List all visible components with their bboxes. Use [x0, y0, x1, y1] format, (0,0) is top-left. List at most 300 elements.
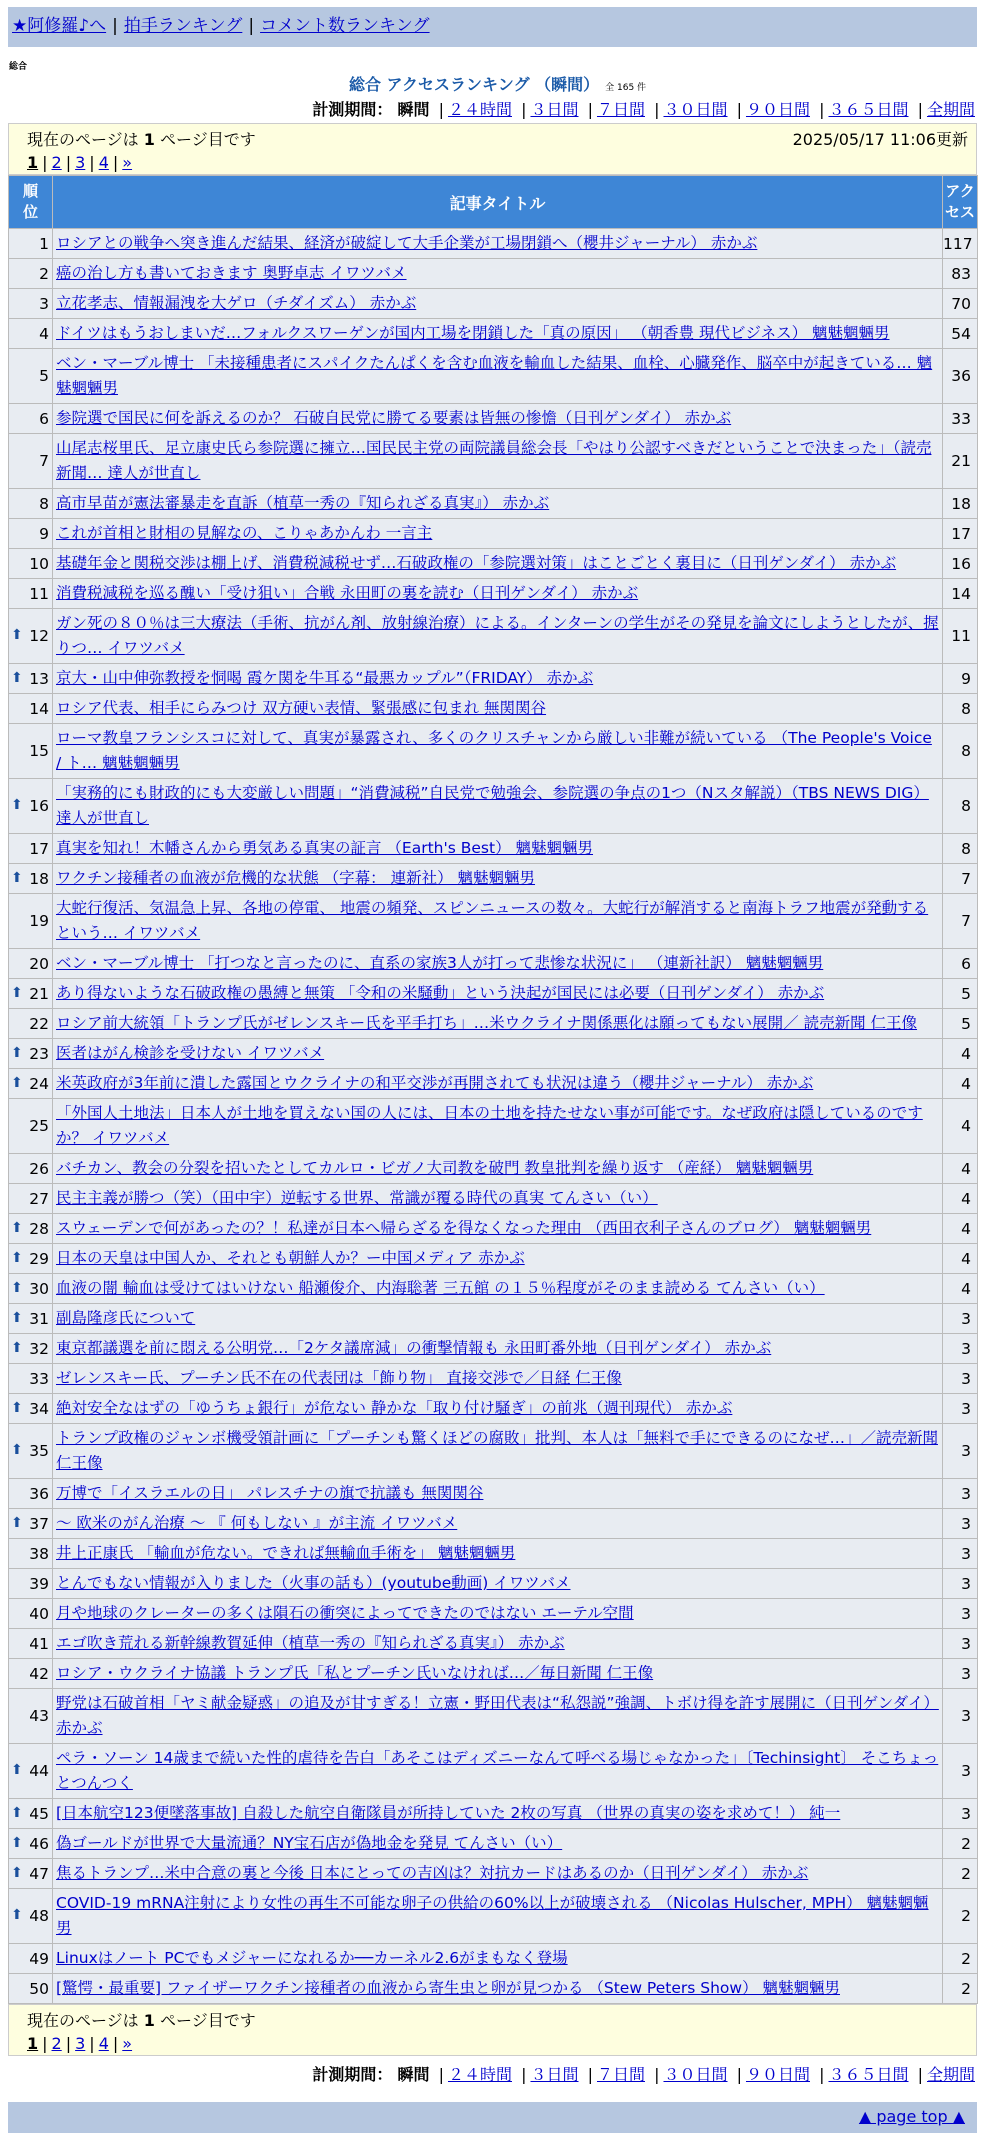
- rank-cell: [9, 349, 53, 404]
- table-row: [9, 1184, 978, 1214]
- article-title-link[interactable]: 血液の闇 輸血は受けてはいけない 船瀬俊介、内海聡著 三五館 の１５％程度がそのまま読める てんさい（い）: [56, 1279, 825, 1297]
- table-row: [9, 979, 978, 1009]
- rank-cell: [9, 1944, 53, 1974]
- article-title-link[interactable]: 京大・山中伸弥教授を恫喝 霞ケ関を牛耳る“最悪カップル”（FRIDAY） 赤かぶ: [56, 669, 594, 687]
- period-link[interactable]: ３０日間: [663, 100, 728, 119]
- article-title-link[interactable]: ロシア・ウクライナ協議 トランプ氏「私とプーチン氏いなければ…／毎日新聞 仁王像: [56, 1664, 654, 1682]
- article-title-link[interactable]: ワクチン接種者の血液が危機的な状態 （字幕： 連新社） 魑魅魍魎男: [56, 869, 536, 887]
- period-link[interactable]: 全期間: [926, 2065, 975, 2084]
- rank-number: 5: [39, 367, 49, 385]
- article-title-link[interactable]: 焦るトランプ…米中合意の裏と今後 日本にとっての吉凶は？対抗カードはあるのか（日刊ゲンダイ） 赤かぶ: [56, 1864, 809, 1882]
- article-title-link[interactable]: 万博で「イスラエルの日」 パレスチナの旗で抗議も 無関関谷: [56, 1484, 484, 1502]
- article-title-link[interactable]: 山尾志桜里氏、足立康史氏ら参院選に擁立…国民民主党の両院議員総会長「やはり公認すべきだということで決まった」（読売新聞… 達人が世直し: [56, 439, 932, 482]
- article-title-link[interactable]: ロシアとの戦争へ突き進んだ結果、経済が破綻して大手企業が工場閉鎖へ（櫻井ジャーナル） 赤かぶ: [56, 234, 758, 252]
- access-count: 3: [943, 1424, 978, 1479]
- table-row: [9, 1154, 978, 1184]
- rank-cell: [9, 489, 53, 519]
- article-title-link[interactable]: Linuxはノート PCでもメジャーになれるか──カーネル2.6がまもなく登場: [56, 1949, 568, 1967]
- rank-cell: [9, 864, 53, 894]
- article-title-link[interactable]: 副島隆彦氏について: [56, 1309, 196, 1327]
- article-title-link[interactable]: あり得ないような石破政権の愚縛と無策 「令和の米騒動」という決起が国民には必要（日刊ゲンダイ） 赤かぶ: [56, 984, 825, 1002]
- table-row: [9, 1944, 978, 1974]
- rank-number: 39: [29, 1574, 49, 1593]
- access-count: 7: [943, 864, 978, 894]
- rank-cell: [9, 1659, 53, 1689]
- table-row: [9, 694, 978, 724]
- title-cell: [53, 1689, 943, 1744]
- article-title-link[interactable]: これが首相と財相の見解なの、こりゃあかんわ 一言主: [56, 524, 433, 542]
- rank-number: 19: [29, 912, 49, 930]
- access-count: 3: [943, 1394, 978, 1424]
- rank-cell: [9, 1859, 53, 1889]
- category-label: 総合: [9, 62, 28, 72]
- title-cell: [53, 834, 943, 864]
- article-title-link[interactable]: 基礎年金と関税交渉は棚上げ、消費税減税せず…石破政権の「参院選対策」はことごとく裏目に（日刊ゲンダイ） 赤かぶ: [56, 554, 897, 572]
- total-count: 全 165 件: [605, 83, 647, 93]
- rank-cell: [9, 949, 53, 979]
- table-row: [9, 1099, 978, 1154]
- title-cell: [53, 549, 943, 579]
- access-count: 3: [943, 1569, 978, 1599]
- title-cell: [53, 1214, 943, 1244]
- table-row: [9, 1069, 978, 1099]
- rank-number: 22: [29, 1014, 49, 1033]
- title-cell: [53, 949, 943, 979]
- nav-separator: |: [248, 16, 255, 36]
- table-row: [9, 864, 978, 894]
- rank-number: 13: [29, 669, 49, 688]
- table-row: [9, 319, 978, 349]
- period-link[interactable]: ９０日間: [745, 100, 810, 119]
- article-title-link[interactable]: 真実を知れ！木幡さんから勇気ある真実の証言 （Earth's Best） 魑魅魍魎男: [56, 839, 594, 857]
- rank-number: 27: [29, 1189, 49, 1208]
- title-cell: [53, 979, 943, 1009]
- pagination: 1 | 2 | 3 | 4 | »: [27, 2034, 133, 2053]
- title-cell: [53, 229, 943, 259]
- pager-link[interactable]: 3: [75, 153, 86, 172]
- article-title-link[interactable]: トランプ政権のジャンボ機受領計画に「プーチンも驚くほどの腐敗」批判、本人は「無料で手にできるのになぜ…」／読売新聞 仁王像: [56, 1429, 938, 1472]
- article-title-link[interactable]: 大蛇行復活、気温急上昇、各地の停電、 地震の頻発、スピンニュースの数々。大蛇行が解消すると南海トラフ地震が発動するという… イワツバメ: [56, 899, 929, 942]
- article-title-link[interactable]: ペラ・ソーン 14歳まで続いた性的虐待を告白「あそこはディズニーなんて呼べる場じゃなかった」〔Techinsight〕 そこちょっとつんつく: [56, 1749, 939, 1792]
- table-header-row: [9, 176, 978, 229]
- access-count: 36: [943, 349, 978, 404]
- title-cell: [53, 1334, 943, 1364]
- rank-up-arrow-icon: ⬆: [11, 1514, 23, 1531]
- rank-up-arrow-icon: ⬆: [11, 627, 23, 643]
- title-cell: [53, 1539, 943, 1569]
- title-cell: [53, 1154, 943, 1184]
- title-cell: [53, 1479, 943, 1509]
- table-row: [9, 349, 978, 404]
- article-title-link[interactable]: 絶対安全なはずの「ゆうちょ銀行」が危ない 静かな「取り付け騒ぎ」の前兆（週刊現代） 赤かぶ: [56, 1399, 733, 1417]
- title-cell: [53, 1509, 943, 1539]
- rank-number: 11: [29, 584, 49, 603]
- title-cell: [53, 664, 943, 694]
- access-count: 5: [943, 979, 978, 1009]
- access-count: 2: [943, 1974, 978, 2004]
- rank-cell: [9, 549, 53, 579]
- access-count: 54: [943, 319, 978, 349]
- rank-number: 24: [29, 1074, 49, 1093]
- period-selector: 計測期間： 瞬間 | ２４時間 | ３日間 | ７日間 | ３０日間 | ９０日間 | ３６５日間 | 全期間: [312, 100, 975, 119]
- table-row: [9, 1479, 978, 1509]
- rank-number: 8: [39, 494, 49, 513]
- rank-number: 26: [29, 1159, 49, 1178]
- table-row: [9, 1394, 978, 1424]
- table-row: [9, 519, 978, 549]
- title-cell: [53, 864, 943, 894]
- table-row: [9, 609, 978, 664]
- period-label: 計測期間：: [312, 2065, 393, 2084]
- article-title-link[interactable]: 民主主義が勝つ（笑）（田中宇）逆転する世界、常識が覆る時代の真実 てんさい（い）: [56, 1189, 658, 1207]
- access-count: 3: [943, 1539, 978, 1569]
- title-cell: [53, 349, 943, 404]
- access-count: 16: [943, 549, 978, 579]
- article-title-link[interactable]: 偽ゴールドが世界で大量流通？NY宝石店が偽地金を発見 てんさい（い）: [56, 1834, 563, 1852]
- access-count: 4: [943, 1154, 978, 1184]
- rank-number: 1: [39, 234, 49, 253]
- rank-number: 14: [29, 699, 49, 718]
- rank-number: 9: [39, 524, 49, 543]
- article-title-link[interactable]: 日本の天皇は中国人か、それとも朝鮮人か？ー中国メディア 赤かぶ: [56, 1249, 525, 1267]
- title-cell: [53, 1799, 943, 1829]
- access-count: 7: [943, 894, 978, 949]
- article-title-link[interactable]: とんでもない情報が入りました（火事の話も）(youtube動画) イワツバメ: [56, 1574, 571, 1592]
- rank-cell: [9, 1889, 53, 1944]
- period-selector-bottom: 計測期間： 瞬間 | ２４時間 | ３日間 | ７日間 | ３０日間 | ９０日間 | ３６５日間 | 全期間: [312, 2065, 975, 2084]
- access-count: 8: [943, 694, 978, 724]
- rank-number: 43: [29, 1707, 49, 1725]
- access-count: 4: [943, 1214, 978, 1244]
- article-title-link[interactable]: ガン死の８０％は三大療法（手術、抗がん剤、放射線治療）による。インターンの学生がその発見を論文にしようとしたが、握りつ… イワツバメ: [56, 614, 939, 657]
- title-cell: [53, 724, 943, 779]
- home-link[interactable]: ★阿修羅♪へ: [12, 16, 107, 36]
- table-row: [9, 1689, 978, 1744]
- title-cell: [53, 1274, 943, 1304]
- rank-number: 50: [29, 1979, 49, 1998]
- title-cell: [53, 1629, 943, 1659]
- access-count: 3: [943, 1479, 978, 1509]
- rank-cell: [9, 1184, 53, 1214]
- pager-current: 1: [27, 2034, 39, 2053]
- access-count: 4: [943, 1184, 978, 1214]
- table-row: [9, 289, 978, 319]
- access-count: 3: [943, 1659, 978, 1689]
- table-row: [9, 579, 978, 609]
- access-count: 5: [943, 1009, 978, 1039]
- article-title-link[interactable]: 立花孝志、情報漏洩を大ゲロ（チダイズム） 赤かぶ: [56, 294, 417, 312]
- title-cell: [53, 259, 943, 289]
- ranking-title: 総合 アクセスランキング （瞬間）: [348, 75, 600, 94]
- rank-up-arrow-icon: ⬆: [11, 1834, 23, 1851]
- table-row: [9, 434, 978, 489]
- title-cell: [53, 319, 943, 349]
- table-row: [9, 1214, 978, 1244]
- rank-up-arrow-icon: ⬆: [11, 669, 23, 686]
- table-row: [9, 894, 978, 949]
- access-count: 17: [943, 519, 978, 549]
- rank-cell: [9, 1154, 53, 1184]
- rank-cell: [9, 1744, 53, 1799]
- title-cell: [53, 1859, 943, 1889]
- article-title-link[interactable]: 米英政府が3年前に潰した露国とウクライナの和平交渉が再開されても状況は違う（櫻井ジャーナル） 赤かぶ: [56, 1074, 814, 1092]
- page-top-link[interactable]: ▲ page top ▲: [858, 2107, 965, 2126]
- rank-cell: [9, 1394, 53, 1424]
- rank-up-arrow-icon: ⬆: [11, 1864, 23, 1881]
- rank-number: 31: [29, 1309, 49, 1328]
- article-title-link[interactable]: 〜 欧米のがん治療 〜 『 何もしない 』が主流 イワツバメ: [56, 1514, 458, 1532]
- article-title-link[interactable]: [日本航空123便墜落事故] 自殺した航空自衛隊員が所持していた 2枚の写真 （世界の真実の姿を求めて！） 純一: [56, 1804, 841, 1822]
- rank-number: 40: [29, 1604, 49, 1623]
- period-label: 計測期間：: [312, 100, 393, 119]
- period-link[interactable]: ２４時間: [447, 100, 512, 119]
- title-cell: [53, 1829, 943, 1859]
- rank-number: 45: [29, 1804, 49, 1823]
- pager-next[interactable]: »: [122, 2034, 133, 2053]
- period-link[interactable]: ３日間: [530, 100, 579, 119]
- rank-number: 49: [29, 1949, 49, 1968]
- access-count: 8: [943, 779, 978, 834]
- comment-ranking-link[interactable]: コメント数ランキング: [260, 16, 430, 36]
- rank-cell: [9, 1974, 53, 2004]
- article-title-link[interactable]: 月や地球のクレーターの多くは隕石の衝突によってできたのではない エーテル空間: [56, 1604, 634, 1622]
- rank-up-arrow-icon: ⬆: [11, 1044, 23, 1061]
- rank-up-arrow-icon: ⬆: [11, 1279, 23, 1296]
- rank-cell: [9, 609, 53, 664]
- rank-cell: [9, 664, 53, 694]
- updated-timestamp: 2025/05/17 11:06更新: [792, 130, 968, 149]
- access-count: 3: [943, 1304, 978, 1334]
- article-title-link[interactable]: ロシア前大統領「トランプ氏がゼレンスキー氏を平手打ち」…米ウクライナ関係悪化は願ってもない展開／ 読売新聞 仁王像: [56, 1014, 918, 1032]
- article-title-link[interactable]: 「実務的にも財政的にも大変厳しい問題」“消費減税”自民党で勉強会、参院選の争点の1つ（Nスタ解説）（TBS NEWS DIG） 達人が世直し: [56, 784, 929, 827]
- access-header: アクセス: [943, 176, 978, 229]
- rank-cell: [9, 1364, 53, 1394]
- access-count: 4: [943, 1274, 978, 1304]
- rank-cell: [9, 579, 53, 609]
- pager-link[interactable]: 3: [75, 2034, 86, 2053]
- period-link[interactable]: ９０日間: [745, 2065, 810, 2084]
- rank-number: 38: [29, 1544, 49, 1563]
- rank-cell: [9, 724, 53, 779]
- title-header: 記事タイトル: [53, 176, 943, 229]
- article-title-link[interactable]: 野党は石破首相「ヤミ献金疑惑」の追及が甘すぎる！立憲・野田代表は“私怨説”強調、トボけ得を許す展開に（日刊ゲンダイ） 赤かぶ: [56, 1694, 939, 1737]
- article-title-link[interactable]: 消費税減税を巡る醜い「受け狙い」合戦 永田町の裏を読む（日刊ゲンダイ） 赤かぶ: [56, 584, 639, 602]
- table-row: [9, 1009, 978, 1039]
- rank-number: 10: [29, 554, 49, 573]
- access-count: 11: [943, 609, 978, 664]
- rank-number: 7: [39, 452, 49, 470]
- rank-up-arrow-icon: ⬆: [11, 1762, 23, 1778]
- article-title-link[interactable]: 医者はがん検診を受けない イワツバメ: [56, 1044, 325, 1062]
- current-page-text: 現在のページは 1 ページ目です: [27, 130, 256, 149]
- access-count: 14: [943, 579, 978, 609]
- ranking-table: [8, 175, 978, 2004]
- article-title-link[interactable]: 癌の治し方も書いておきます 奥野卓志 イワツバメ: [56, 264, 407, 282]
- access-count: 3: [943, 1599, 978, 1629]
- rank-number: 20: [29, 954, 49, 973]
- access-count: 3: [943, 1334, 978, 1364]
- title-cell: [53, 289, 943, 319]
- period-link[interactable]: ３日間: [530, 2065, 579, 2084]
- access-count: 4: [943, 1099, 978, 1154]
- title-cell: [53, 609, 943, 664]
- table-row: [9, 1569, 978, 1599]
- rank-cell: [9, 259, 53, 289]
- rank-cell: [9, 1799, 53, 1829]
- period-link[interactable]: 全期間: [926, 100, 975, 119]
- applause-ranking-link[interactable]: 拍手ランキング: [123, 16, 243, 36]
- title-cell: [53, 1244, 943, 1274]
- title-cell: [53, 1659, 943, 1689]
- page-info-top: [8, 123, 977, 175]
- title-cell: [53, 1009, 943, 1039]
- access-count: 3: [943, 1744, 978, 1799]
- table-row: [9, 1244, 978, 1274]
- rank-number: 6: [39, 409, 49, 428]
- period-link[interactable]: ２４時間: [447, 2065, 512, 2084]
- article-title-link[interactable]: ローマ教皇フランシスコに対して、真実が暴露され、多くのクリスチャンから厳しい非難が続いている （The People's Voice / ト… 魑魅魍魎男: [56, 729, 932, 772]
- access-count: 18: [943, 489, 978, 519]
- period-link[interactable]: ７日間: [596, 100, 645, 119]
- article-title-link[interactable]: ベン・マーブル博士 「打つなと言ったのに、直系の家族3人が打って悲惨な状況に」 （連新社訳） 魑魅魍魎男: [56, 954, 824, 972]
- rank-number: 48: [29, 1907, 49, 1925]
- rank-number: 36: [29, 1484, 49, 1503]
- rank-number: 47: [29, 1864, 49, 1883]
- table-row: [9, 229, 978, 259]
- rank-cell: [9, 319, 53, 349]
- access-count: 9: [943, 664, 978, 694]
- rank-number: 30: [29, 1279, 49, 1298]
- rank-number: 34: [29, 1399, 49, 1418]
- access-count: 70: [943, 289, 978, 319]
- rank-number: 46: [29, 1834, 49, 1853]
- rank-cell: [9, 1569, 53, 1599]
- pager-link[interactable]: 2: [51, 2034, 62, 2053]
- article-title-link[interactable]: [驚愕・最重要] ファイザーワクチン接種者の血液から寄生虫と卵が見つかる （Stew Peters Show） 魑魅魍魎男: [56, 1979, 840, 1997]
- article-title-link[interactable]: ベン・マーブル博士 「未接種患者にスパイクたんぱくを含む血液を輸血した結果、血栓、心臓発作、脳卒中が起きている… 魑魅魍魎男: [56, 354, 933, 397]
- rank-cell: [9, 229, 53, 259]
- access-count: 2: [943, 1889, 978, 1944]
- table-row: [9, 1304, 978, 1334]
- rank-cell: [9, 1069, 53, 1099]
- table-row: [9, 779, 978, 834]
- article-title-link[interactable]: バチカン、教会の分裂を招いたとしてカルロ・ビガノ大司教を破門 教皇批判を繰り返す （産経） 魑魅魍魎男: [56, 1159, 814, 1177]
- article-title-link[interactable]: スウェーデンで何があったの？！私達が日本へ帰らざるを得なくなった理由 （西田衣利子さんのブログ） 魑魅魍魎男: [56, 1219, 872, 1237]
- article-title-link[interactable]: 高市早苗が憲法審暴走を直訴（植草一秀の『知られざる真実』） 赤かぶ: [56, 494, 550, 512]
- rank-number: 21: [29, 984, 49, 1003]
- period-link[interactable]: ３０日間: [663, 2065, 728, 2084]
- pager-current: 1: [27, 153, 39, 172]
- rank-number: 28: [29, 1219, 49, 1238]
- pagination: 1 | 2 | 3 | 4 | »: [27, 153, 133, 172]
- access-count: 4: [943, 1069, 978, 1099]
- article-title-link[interactable]: 井上正康氏 「輸血が危ない。できれば無輸血手術を」 魑魅魍魎男: [56, 1544, 516, 1562]
- title-cell: [53, 1039, 943, 1069]
- article-title-link[interactable]: ゼレンスキー氏、プーチン氏不在の代表団は「飾り物」 直接交渉で／日経 仁王像: [56, 1369, 622, 1387]
- table-row: [9, 1744, 978, 1799]
- table-row: [9, 1509, 978, 1539]
- rank-number: 35: [29, 1442, 49, 1460]
- table-row: [9, 489, 978, 519]
- access-count: 21: [943, 434, 978, 489]
- rank-cell: [9, 404, 53, 434]
- rank-up-arrow-icon: ⬆: [11, 1074, 23, 1091]
- rank-cell: [9, 1304, 53, 1334]
- period-link[interactable]: ７日間: [596, 2065, 645, 2084]
- title-cell: [53, 1394, 943, 1424]
- rank-cell: [9, 779, 53, 834]
- access-count: 4: [943, 1244, 978, 1274]
- period-link[interactable]: ３６５日間: [828, 2065, 909, 2084]
- pager-link[interactable]: 4: [98, 2034, 109, 2053]
- rank-cell: [9, 289, 53, 319]
- access-count: 83: [943, 259, 978, 289]
- footer-bar: [8, 2102, 977, 2133]
- rank-number: 44: [29, 1762, 49, 1780]
- rank-cell: [9, 1009, 53, 1039]
- title-cell: [53, 1974, 943, 2004]
- article-title-link[interactable]: 「外国人土地法」日本人が土地を買えない国の人には、日本の土地を持たせない事が可能です。なぜ政府は隠しているのですか？ イワツバメ: [56, 1104, 923, 1147]
- rank-number: 17: [29, 839, 49, 858]
- rank-up-arrow-icon: ⬆: [11, 1442, 23, 1458]
- access-count: 2: [943, 1944, 978, 1974]
- article-title-link[interactable]: エゴ吹き荒れる新幹線教賀延伸（植草一秀の『知られざる真実』） 赤かぶ: [56, 1634, 565, 1652]
- period-link[interactable]: ３６５日間: [828, 100, 909, 119]
- table-row: [9, 404, 978, 434]
- title-cell: [53, 1069, 943, 1099]
- rank-number: 37: [29, 1514, 49, 1533]
- table-row: [9, 1629, 978, 1659]
- table-row: [9, 1039, 978, 1069]
- access-count: 3: [943, 1364, 978, 1394]
- access-count: 33: [943, 404, 978, 434]
- period-current: 瞬間: [397, 100, 430, 119]
- rank-cell: [9, 1509, 53, 1539]
- rank-cell: [9, 1039, 53, 1069]
- rank-up-arrow-icon: ⬆: [11, 1399, 23, 1416]
- rank-cell: [9, 1244, 53, 1274]
- pager-link[interactable]: 2: [51, 153, 62, 172]
- rank-up-arrow-icon: ⬆: [11, 1804, 23, 1821]
- table-row: [9, 834, 978, 864]
- title-cell: [53, 1424, 943, 1479]
- pager-next[interactable]: »: [122, 153, 133, 172]
- rank-cell: [9, 1829, 53, 1859]
- article-title-link[interactable]: 東京都議選を前に悶える公明党…「2ケタ議席減」の衝撃情報も 永田町番外地（日刊ゲンダイ） 赤かぶ: [56, 1339, 772, 1357]
- rank-cell: [9, 519, 53, 549]
- title-cell: [53, 1569, 943, 1599]
- article-title-link[interactable]: COVID-19 mRNA注射により女性の再生不可能な卵子の供給の60%以上が破壊される （Nicolas Hulscher, MPH） 魑魅魍魎男: [56, 1894, 929, 1937]
- article-title-link[interactable]: 参院選で国民に何を訴えるのか？ 石破自民党に勝てる要素は皆無の惨憺（日刊ゲンダイ） 赤かぶ: [56, 409, 732, 427]
- article-title-link[interactable]: ロシア代表、相手にらみつけ 双方硬い表情、緊張感に包まれ 無関関谷: [56, 699, 547, 717]
- title-cell: [53, 489, 943, 519]
- rank-cell: [9, 894, 53, 949]
- table-row: [9, 949, 978, 979]
- table-row: [9, 1889, 978, 1944]
- access-count: 2: [943, 1829, 978, 1859]
- table-row: [9, 1424, 978, 1479]
- rank-number: 25: [29, 1117, 49, 1135]
- access-count: 3: [943, 1629, 978, 1659]
- pager-link[interactable]: 4: [98, 153, 109, 172]
- title-cell: [53, 1099, 943, 1154]
- title-cell: [53, 894, 943, 949]
- rank-number: 41: [29, 1634, 49, 1653]
- rank-up-arrow-icon: ⬆: [11, 1339, 23, 1356]
- rank-cell: [9, 1689, 53, 1744]
- article-title-link[interactable]: ドイツはもうおしまいだ…フォルクスワーゲンが国内工場を閉鎖した「真の原因」 （朝香豊 現代ビジネス） 魑魅魍魎男: [56, 324, 890, 342]
- title-cell: [53, 694, 943, 724]
